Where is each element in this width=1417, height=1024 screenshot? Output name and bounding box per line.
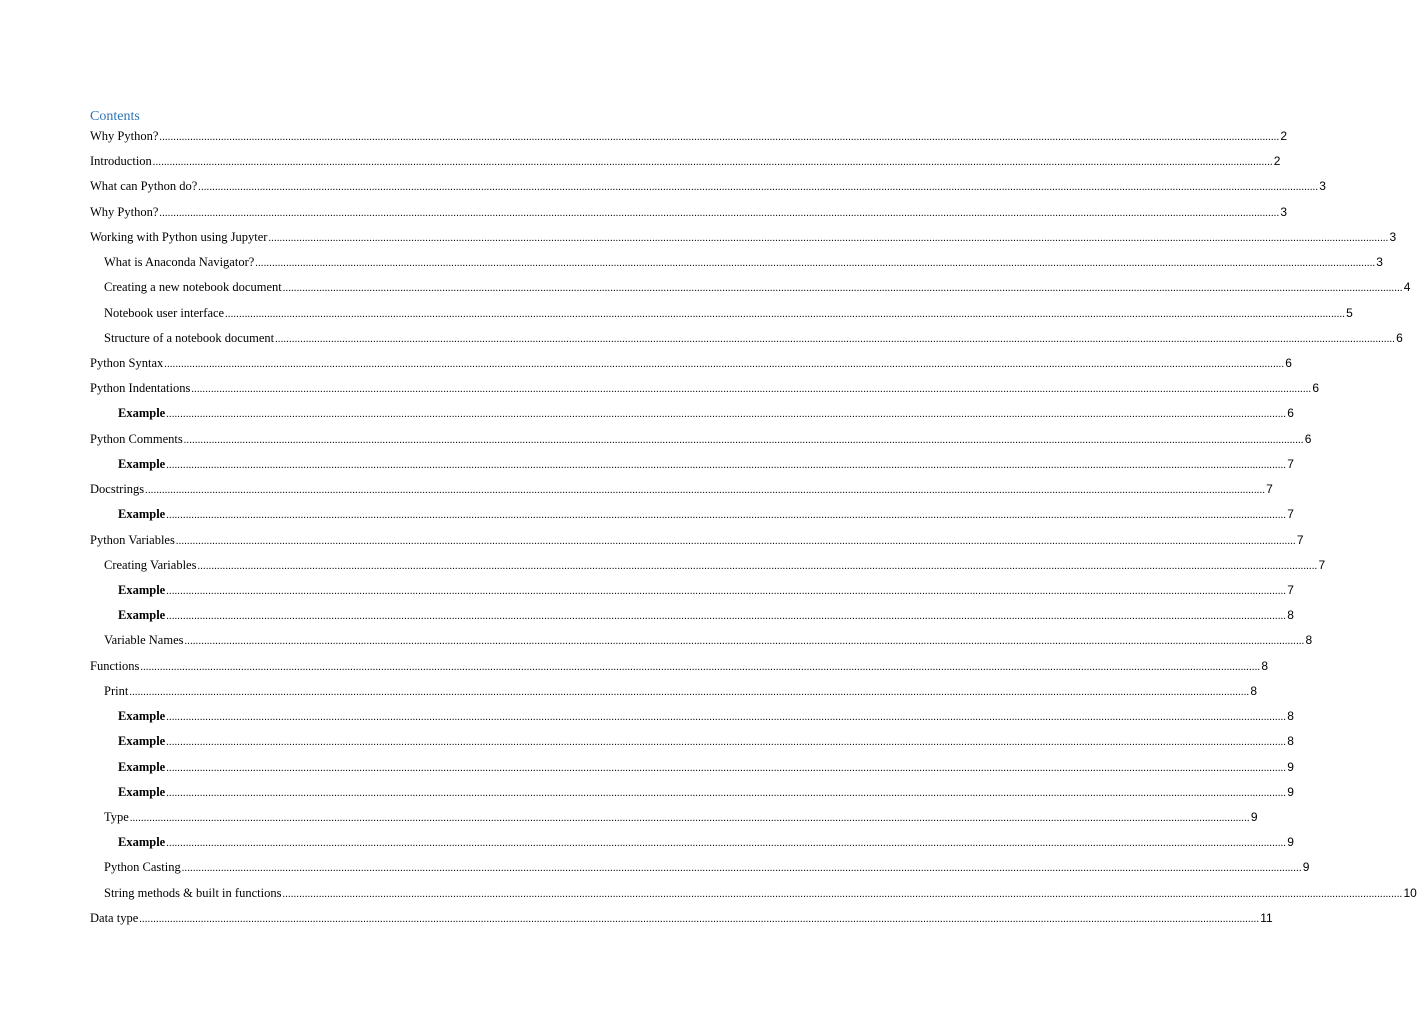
toc-entry[interactable] <box>104 682 1257 700</box>
toc-entry-title: Example <box>118 734 166 749</box>
contents-heading: Contents <box>90 109 140 124</box>
toc-entry-title: Docstrings <box>90 482 145 497</box>
toc-entry-page-number: 8 <box>1261 658 1268 673</box>
dot-leader: ................................................................................................................................................................................................................................................................................................................................................................................................................ <box>181 863 1302 875</box>
toc-entry[interactable] <box>118 505 1294 523</box>
dot-leader: ................................................................................................................................................................................................................................................................................................................................................................................................................ <box>197 560 1318 572</box>
toc-entry-title: String methods & built in functions <box>104 885 282 900</box>
toc-entry[interactable] <box>118 732 1294 750</box>
toc-entry-page-number: 7 <box>1318 557 1326 572</box>
toc-entry[interactable] <box>104 304 1353 322</box>
dot-leader: ................................................................................................................................................................................................................................................................................................................................................................................................................ <box>166 838 1287 850</box>
dot-leader: ................................................................................................................................................................................................................................................................................................................................................................................................................ <box>191 384 1312 396</box>
toc-entry-page-number: 9 <box>1287 835 1294 850</box>
toc-entry-title: Print <box>104 683 129 698</box>
toc-entry-page-number: 5 <box>1346 305 1353 320</box>
toc-entry-page-number: 9 <box>1287 759 1294 774</box>
dot-leader: ................................................................................................................................................................................................................................................................................................................................................................................................................ <box>159 207 1280 219</box>
toc-entry-page-number: 3 <box>1319 179 1326 194</box>
toc-entry-page-number: 3 <box>1376 255 1383 270</box>
toc-entry-title: Example <box>118 456 166 471</box>
toc-entry-title: What is Anaconda Navigator? <box>104 255 255 270</box>
toc-entry-title: Python Casting <box>104 860 181 875</box>
toc-entry-page-number: 7 <box>1296 532 1304 547</box>
toc-entry-title: Type <box>104 809 129 824</box>
toc-entry[interactable] <box>118 833 1294 851</box>
toc-entry-page-number: 9 <box>1287 784 1294 799</box>
toc-entry-page-number: 10 <box>1403 885 1417 900</box>
toc-entry[interactable] <box>118 707 1294 725</box>
toc-entry[interactable] <box>104 631 1313 649</box>
toc-entry-title: Example <box>118 608 166 623</box>
toc-entry[interactable] <box>90 657 1268 675</box>
toc-entry-page-number: 9 <box>1250 809 1258 824</box>
toc-entry[interactable] <box>118 455 1294 473</box>
toc-entry-title: Introduction <box>90 154 152 169</box>
toc-entry-page-number: 4 <box>1403 280 1411 295</box>
dot-leader: ................................................................................................................................................................................................................................................................................................................................................................................................................ <box>166 459 1287 471</box>
dot-leader: ................................................................................................................................................................................................................................................................................................................................................................................................................ <box>139 913 1260 925</box>
dot-leader: ................................................................................................................................................................................................................................................................................................................................................................................................................ <box>166 712 1287 724</box>
toc-entry[interactable] <box>90 177 1326 195</box>
toc-entry[interactable] <box>90 228 1397 246</box>
toc-entry[interactable] <box>90 152 1281 170</box>
dot-leader: ................................................................................................................................................................................................................................................................................................................................................................................................................ <box>166 510 1287 522</box>
dot-leader: ................................................................................................................................................................................................................................................................................................................................................................................................................ <box>255 258 1376 270</box>
toc-entry[interactable] <box>90 909 1273 927</box>
toc-entry-page-number: 9 <box>1302 860 1310 875</box>
toc-entry[interactable] <box>104 556 1326 574</box>
toc-entry[interactable] <box>104 808 1258 826</box>
dot-leader: ................................................................................................................................................................................................................................................................................................................................................................................................................ <box>268 232 1389 244</box>
toc-entry-page-number: 2 <box>1273 154 1281 169</box>
toc-entry[interactable] <box>118 783 1294 801</box>
dot-leader: ................................................................................................................................................................................................................................................................................................................................................................................................................ <box>164 359 1285 370</box>
toc-entry-title: Example <box>118 406 166 421</box>
toc-entry-title: Variable Names <box>104 633 184 648</box>
toc-entry-title: What can Python do? <box>90 179 198 194</box>
toc-entry-page-number: 8 <box>1287 709 1294 724</box>
toc-entry-title: Example <box>118 507 166 522</box>
toc-entry-page-number: 8 <box>1305 633 1313 648</box>
toc-entry-page-number: 8 <box>1287 734 1294 749</box>
dot-leader: ................................................................................................................................................................................................................................................................................................................................................................................................................ <box>129 686 1250 698</box>
dot-leader: ................................................................................................................................................................................................................................................................................................................................................................................................................ <box>129 812 1250 824</box>
dot-leader: ................................................................................................................................................................................................................................................................................................................................................................................................................ <box>159 132 1280 143</box>
toc-entry[interactable] <box>104 884 1417 902</box>
toc-entry-page-number: 7 <box>1287 456 1294 471</box>
toc-entry-page-number: 6 <box>1285 356 1292 370</box>
toc-entry[interactable] <box>104 329 1403 347</box>
toc-entry[interactable] <box>104 858 1310 876</box>
toc-entry-title: Python Variables <box>90 532 175 547</box>
dot-leader: ................................................................................................................................................................................................................................................................................................................................................................................................................ <box>175 535 1296 547</box>
toc-entry-title: Data type <box>90 910 139 925</box>
dot-leader: ................................................................................................................................................................................................................................................................................................................................................................................................................ <box>166 586 1287 597</box>
toc-entry-title: Structure of a notebook document <box>104 330 275 345</box>
dot-leader: ................................................................................................................................................................................................................................................................................................................................................................................................................ <box>140 661 1261 673</box>
toc-entry-title: Functions <box>90 658 140 673</box>
toc-entry[interactable] <box>118 404 1294 422</box>
toc-entry-title: Why Python? <box>90 204 159 219</box>
toc-entry[interactable] <box>104 278 1411 296</box>
toc-entry-title: Working with Python using Jupyter <box>90 229 268 244</box>
toc-entry[interactable] <box>90 379 1320 397</box>
dot-leader: ................................................................................................................................................................................................................................................................................................................................................................................................................ <box>198 182 1319 194</box>
toc-entry[interactable] <box>118 758 1294 776</box>
dot-leader: ................................................................................................................................................................................................................................................................................................................................................................................................................ <box>225 308 1346 320</box>
toc-entry-title: Notebook user interface <box>104 305 225 320</box>
toc-entry-page-number: 7 <box>1266 482 1273 497</box>
toc-entry[interactable] <box>104 253 1383 271</box>
toc-entry[interactable] <box>118 606 1294 624</box>
toc-entry-page-number: 2 <box>1280 129 1288 143</box>
toc-entry-title: Example <box>118 835 166 850</box>
dot-leader: ................................................................................................................................................................................................................................................................................................................................................................................................................ <box>282 888 1403 900</box>
toc-entry[interactable] <box>90 354 1292 372</box>
toc-entry-title: Example <box>118 709 166 724</box>
toc-entry-page-number: 3 <box>1389 229 1397 244</box>
dot-leader: ................................................................................................................................................................................................................................................................................................................................................................................................................ <box>183 434 1304 446</box>
toc-entry-title: Example <box>118 583 166 597</box>
dot-leader: ................................................................................................................................................................................................................................................................................................................................................................................................................ <box>166 787 1287 799</box>
dot-leader: ................................................................................................................................................................................................................................................................................................................................................................................................................ <box>152 157 1273 169</box>
dot-leader: ................................................................................................................................................................................................................................................................................................................................................................................................................ <box>166 611 1287 623</box>
toc-entry-page-number: 6 <box>1304 431 1312 446</box>
toc-entry[interactable] <box>90 203 1288 221</box>
dot-leader: ................................................................................................................................................................................................................................................................................................................................................................................................................ <box>282 283 1403 295</box>
dot-leader: ................................................................................................................................................................................................................................................................................................................................................................................................................ <box>184 636 1305 648</box>
toc-entry-page-number: 6 <box>1396 330 1403 345</box>
toc-entry-page-number: 7 <box>1287 583 1294 597</box>
dot-leader: ................................................................................................................................................................................................................................................................................................................................................................................................................ <box>166 737 1287 749</box>
dot-leader: ................................................................................................................................................................................................................................................................................................................................................................................................................ <box>166 409 1287 421</box>
toc-entry-page-number: 8 <box>1250 683 1257 698</box>
toc-entry[interactable] <box>118 581 1294 599</box>
dot-leader: ................................................................................................................................................................................................................................................................................................................................................................................................................ <box>166 762 1287 774</box>
toc-entry-title: Python Indentations <box>90 381 191 396</box>
toc-entry-page-number: 3 <box>1280 204 1288 219</box>
toc-entry-page-number: 6 <box>1287 406 1294 421</box>
toc-entry-title: Creating a new notebook document <box>104 280 282 295</box>
toc-entry-page-number: 11 <box>1260 910 1273 925</box>
toc-entry-title: Creating Variables <box>104 557 197 572</box>
toc-entry-title: Example <box>118 759 166 774</box>
dot-leader: ................................................................................................................................................................................................................................................................................................................................................................................................................ <box>275 333 1396 345</box>
dot-leader: ................................................................................................................................................................................................................................................................................................................................................................................................................ <box>145 485 1266 497</box>
toc-entry[interactable] <box>90 430 1312 448</box>
toc-entry-title: Python Comments <box>90 431 183 446</box>
toc-entry-page-number: 8 <box>1287 608 1294 623</box>
toc-entry[interactable] <box>90 480 1273 498</box>
toc-entry-title: Example <box>118 784 166 799</box>
toc-entry-title: Python Syntax <box>90 356 164 370</box>
toc-entry[interactable] <box>90 531 1304 549</box>
toc-entry[interactable] <box>90 127 1288 145</box>
toc-entry-page-number: 7 <box>1287 507 1294 522</box>
toc-entry-title: Why Python? <box>90 129 159 143</box>
toc-entry-page-number: 6 <box>1312 381 1320 396</box>
